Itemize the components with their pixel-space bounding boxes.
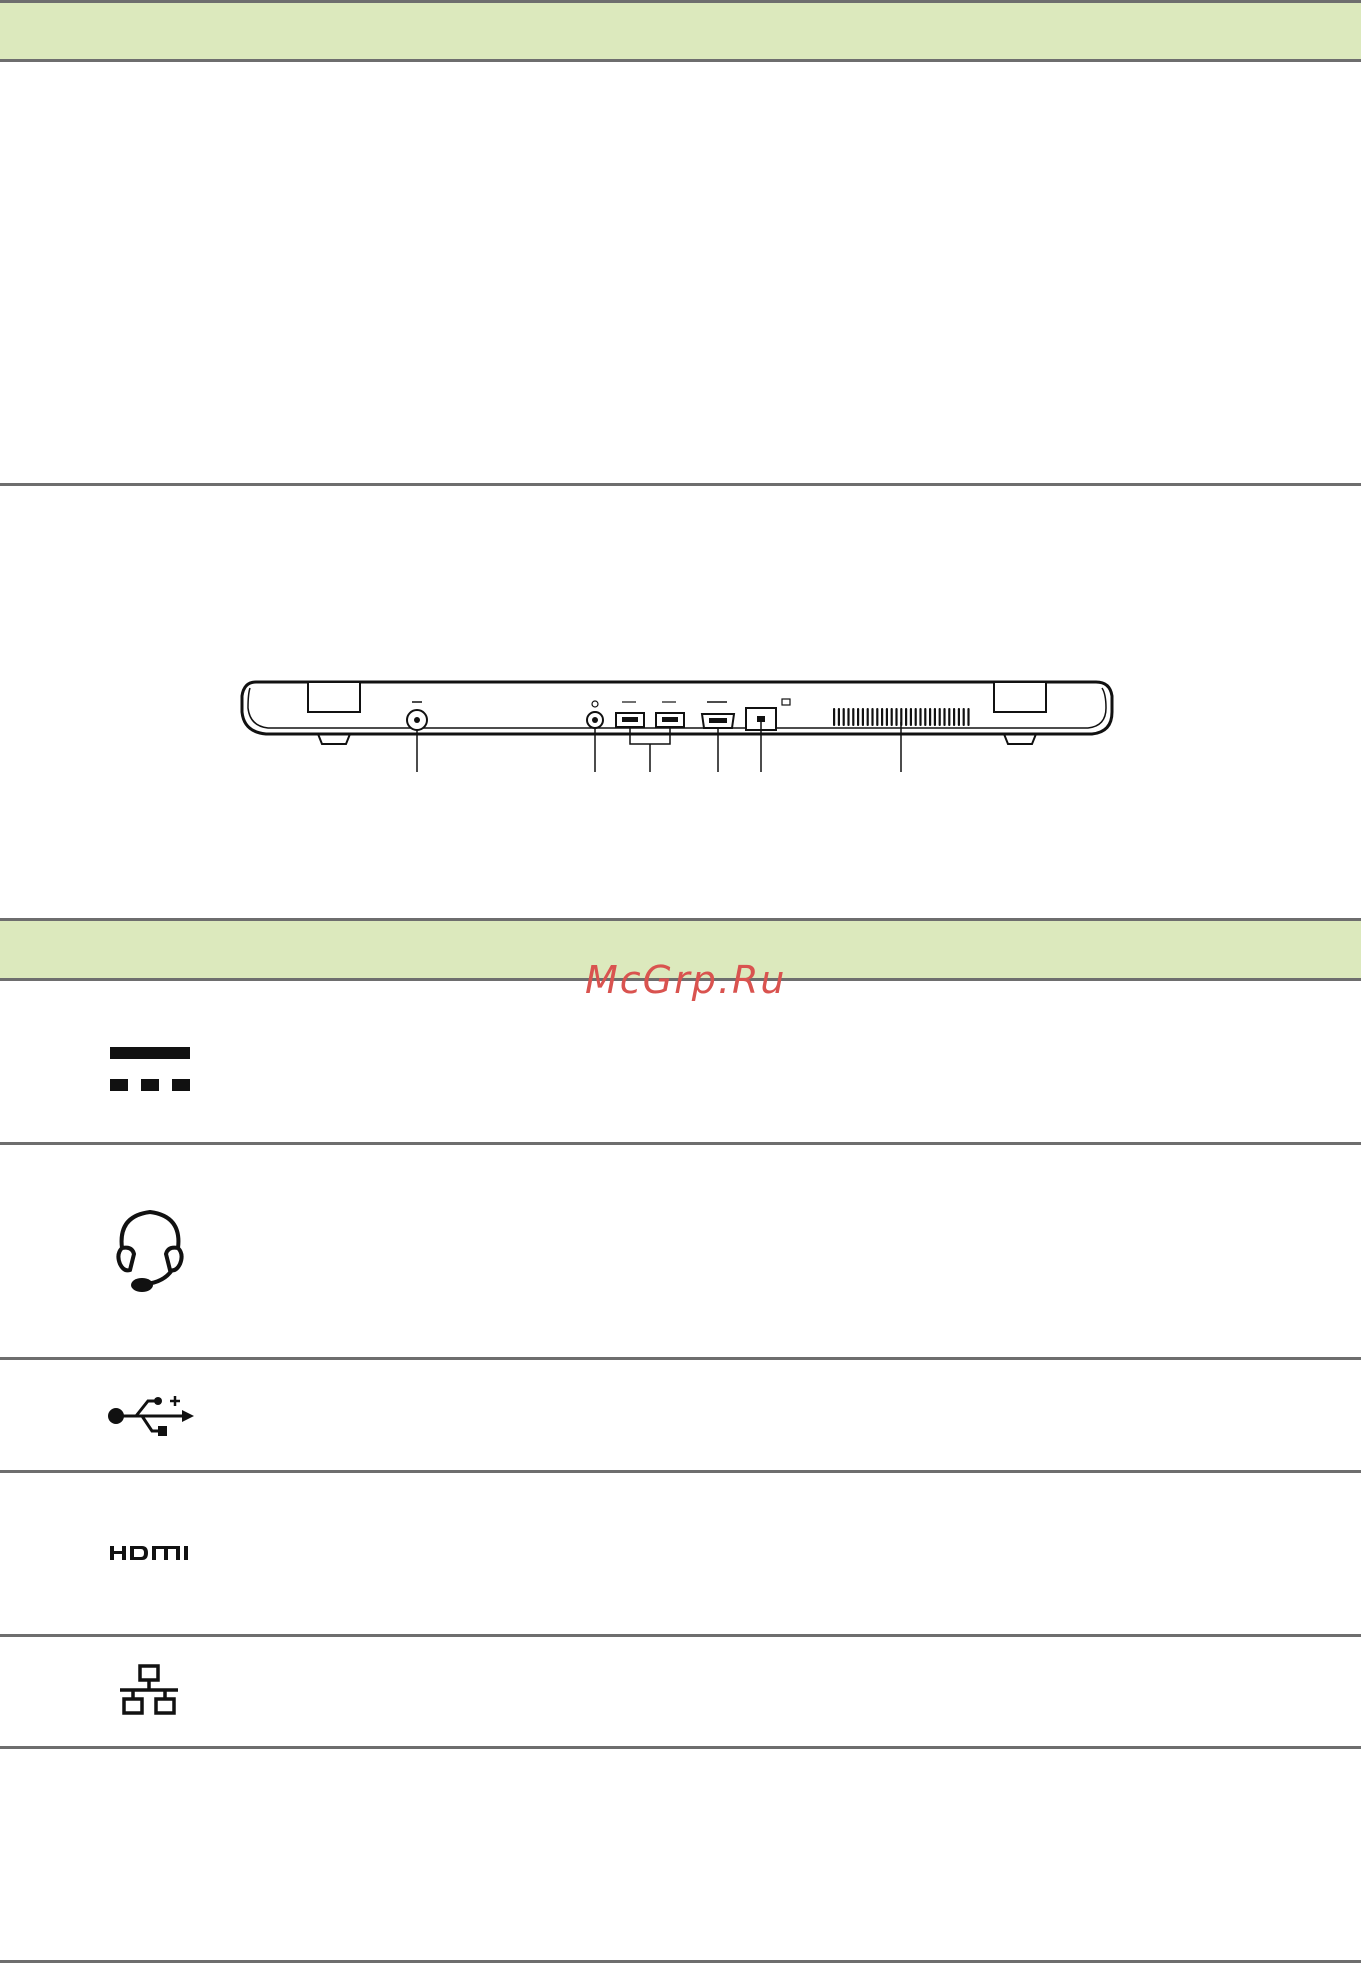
vent-slot <box>919 708 921 726</box>
table-row <box>100 1200 200 1300</box>
vent-slot <box>948 708 950 726</box>
vent-slot <box>905 708 907 726</box>
vent-slot <box>838 708 840 726</box>
table-row <box>100 1530 200 1575</box>
vent-slot <box>958 708 960 726</box>
vent-slot <box>895 708 897 726</box>
row-divider <box>0 1357 1361 1360</box>
section-divider <box>0 483 1361 486</box>
top-header-band <box>0 0 1361 62</box>
vent-slot <box>876 708 878 726</box>
vent-slot <box>943 708 945 726</box>
row-divider <box>0 1142 1361 1145</box>
table-row <box>100 1020 200 1120</box>
vent-slot <box>843 708 845 726</box>
vent-slot <box>886 708 888 726</box>
row-divider <box>0 1470 1361 1473</box>
table-row <box>100 1386 200 1446</box>
vent-slot <box>862 708 864 726</box>
vent-slot <box>881 708 883 726</box>
vent-slot <box>929 708 931 726</box>
table-row <box>100 1660 200 1720</box>
watermark-text: McGrp.Ru <box>585 958 787 1002</box>
usb-icon <box>106 1393 194 1439</box>
vent-slot <box>910 708 912 726</box>
row-divider <box>0 1634 1361 1637</box>
laptop-rear-illustration <box>236 672 1126 782</box>
dc-power-icon <box>108 1045 192 1095</box>
vent-slot <box>934 708 936 726</box>
ethernet-icon <box>117 1663 183 1717</box>
vent-slot <box>939 708 941 726</box>
vent-slot <box>967 708 969 726</box>
vent-slot <box>924 708 926 726</box>
rear-view-figure <box>236 672 1126 786</box>
vent-slot <box>857 708 859 726</box>
vent-slot <box>867 708 869 726</box>
hdmi-icon <box>108 1544 192 1562</box>
row-divider <box>0 1960 1361 1963</box>
vent-slot <box>871 708 873 726</box>
vent-slot <box>963 708 965 726</box>
headset-icon <box>112 1204 188 1296</box>
vent-slot <box>847 708 849 726</box>
vent-slot <box>833 708 835 726</box>
vent-slot <box>953 708 955 726</box>
vent-slot <box>915 708 917 726</box>
row-divider <box>0 1746 1361 1749</box>
vent-slot <box>852 708 854 726</box>
vent-slot <box>891 708 893 726</box>
